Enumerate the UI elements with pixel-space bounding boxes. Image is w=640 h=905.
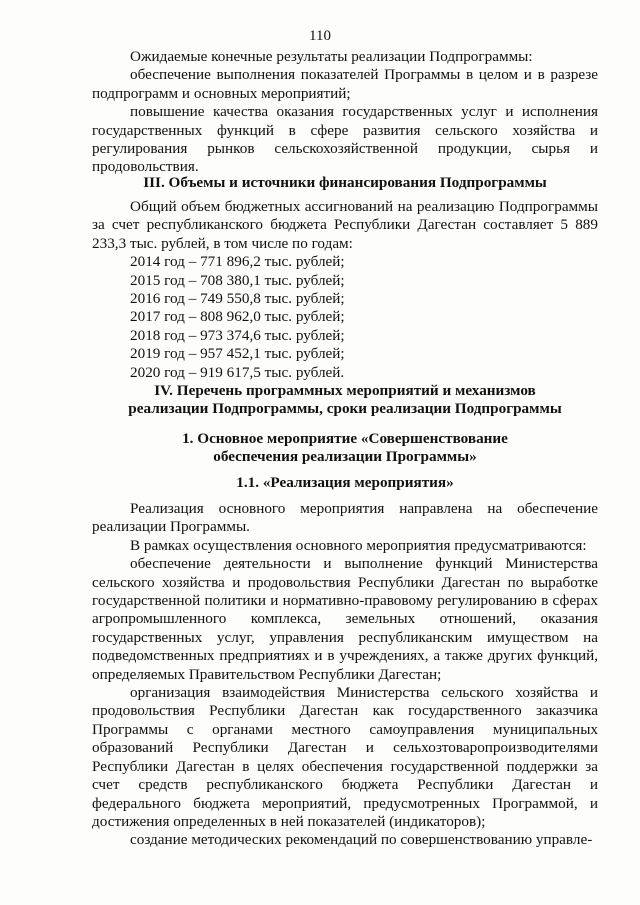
section-heading-4 (92, 382, 598, 419)
paragraph: Ожидаемые конечные результаты реализации Подпрограммы: (130, 48, 533, 65)
paragraph: создание методических рекомендаций по совершенствованию управле- (130, 831, 593, 849)
heading: 1.1. «Реализация мероприятия» (236, 474, 454, 491)
paragraph: Общий объем бюджетных ассигнований на реализацию Подпрограммы за счет республиканского бюджета Республики Дагестан составляет 5 889 233,3 тыс. рублей, в том числе по годам: (92, 198, 598, 252)
paragraph: повышение качества оказания государственных услуг и исполнения государственных функций в сфере развития сельского хозяйства и регулирования рынков сельскохозяйственной продукции, сырья и продовольствия. (92, 103, 598, 176)
paragraph: Реализация основного мероприятия направлена на обеспечение реализации Программы. (92, 500, 598, 536)
year-line: 2015 год – 708 380,1 тыс. рублей; (130, 271, 345, 289)
subsection-heading-1-1 (92, 474, 598, 492)
heading-line: IV. Перечень программных мероприятий и механизмов (154, 382, 536, 399)
results-block (92, 48, 598, 177)
section-heading-3 (92, 174, 598, 192)
year-line: 2016 год – 749 550,8 тыс. рублей; (130, 290, 345, 308)
year-line: 2020 год – 919 617,5 тыс. рублей. (130, 363, 345, 381)
paragraph: обеспечение выполнения показателей Программы в целом и в разрезе подпрограмм и основных мероприятий; (92, 66, 598, 102)
paragraph: В рамках осуществления основного мероприятия предусматриваются: (130, 536, 587, 554)
page-number: 110 (309, 28, 331, 44)
subsection-heading-1 (92, 430, 598, 467)
measures-block (92, 500, 598, 850)
year-line: 2018 год – 973 374,6 тыс. рублей; (130, 326, 345, 344)
year-line: 2017 год – 808 962,0 тыс. рублей; (130, 308, 345, 326)
heading-line: 1. Основное мероприятие «Совершенствование (182, 430, 508, 447)
year-line: 2019 год – 957 452,1 тыс. рублей; (130, 345, 345, 363)
paragraph: обеспечение деятельности и выполнение функций Министерства сельского хозяйства и продовольствия Республики Дагестан по выработке государственной политики и нормативно-правовому регулированию в сферах агропромышленного комплекса, земельных отношений, оказания государственных услуг, управления республиканским имуществом на подведомственных предприятиях и в учреждениях, а также других функций, определяемых Правительством Республики Дагестан; (92, 555, 598, 683)
paragraph: организация взаимодействия Министерства сельского хозяйства и продовольствия Республики Дагестан как государственного заказчика Программы с органами местного самоуправления муниципальных образований Республики Дагестан и сельхозтоваропроизводителями Республики Дагестан в целях обеспечения государственной поддержки за счет средств республиканского бюджета Республики Дагестан и федерального бюджета мероприятий, предусмотренных Программой, и достижения определенных в ней показателей (индикаторов); (92, 684, 598, 830)
heading-line: обеспечения реализации Программы» (213, 448, 477, 466)
year-line: 2014 год – 771 896,2 тыс. рублей; (130, 253, 345, 271)
financing-block (92, 198, 598, 382)
heading: III. Объемы и источники финансирования Подпрограммы (143, 174, 547, 191)
heading-line: реализации Подпрограммы, сроки реализации Подпрограммы (128, 400, 562, 418)
